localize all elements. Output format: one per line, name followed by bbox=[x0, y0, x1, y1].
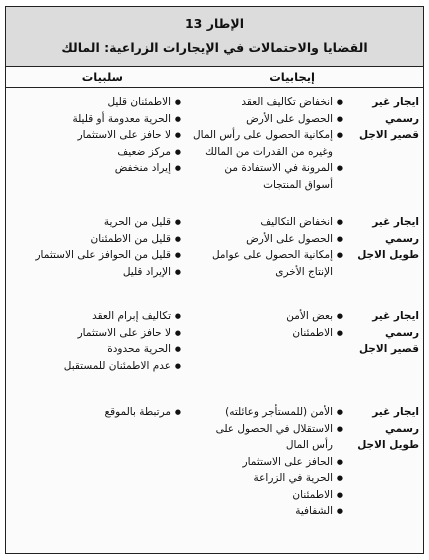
frame-header bbox=[6, 7, 423, 67]
section-category: ايجار غير رسمي قصير الاجل bbox=[358, 310, 419, 355]
negative-item: ● مركز ضعيف bbox=[11, 144, 181, 161]
positive-item: ● الشفافية bbox=[193, 503, 343, 520]
negative-item: ● الحرية معدومة أو قليلة bbox=[11, 111, 181, 128]
frame-box bbox=[5, 6, 424, 554]
negative-item: ● قليل من الحرية bbox=[11, 214, 181, 231]
positives-header: إيجابيات bbox=[269, 70, 315, 84]
negative-item: ● إيراد منخفض bbox=[11, 160, 181, 177]
positives-list bbox=[193, 308, 343, 341]
positive-item: ● الحافز على الاستثمار bbox=[193, 454, 343, 471]
positive-item: ● الأمن (للمستأجر وعائلته) bbox=[193, 404, 343, 421]
positives-list bbox=[193, 404, 343, 520]
positives-list bbox=[193, 214, 343, 280]
negatives-list bbox=[11, 404, 181, 421]
negative-item: ● مرتبطة بالموقع bbox=[11, 404, 181, 421]
positive-item: ● الاطمئنان bbox=[193, 487, 343, 504]
positives-list bbox=[193, 94, 343, 193]
negative-item: ● تكاليف إبرام العقد bbox=[11, 308, 181, 325]
negatives-list bbox=[11, 214, 181, 280]
negative-item: ● الحرية محدودة bbox=[11, 341, 181, 358]
negatives-list bbox=[11, 94, 181, 177]
negative-item: ● لا حافز على الاستثمار bbox=[11, 325, 181, 342]
negatives-header: سلبيات bbox=[81, 70, 123, 84]
negative-item: ● الاطمئنان قليل bbox=[11, 94, 181, 111]
positive-item: ● الاستقلال في الحصول على رأس المال bbox=[193, 421, 343, 454]
negative-item: ● لا حافز على الاستثمار bbox=[11, 127, 181, 144]
positive-item: ● إمكانية الحصول على رأس المال وغيره من القدرات من المالك bbox=[193, 127, 343, 160]
negatives-list bbox=[11, 308, 181, 374]
positive-item: ● الحرية في الزراعة bbox=[193, 470, 343, 487]
table-body bbox=[6, 88, 423, 548]
positive-item: ● الاطمئنان bbox=[193, 325, 343, 342]
negative-item: ● قليل من الاطمئنان bbox=[11, 231, 181, 248]
section-category: ايجار غير رسمي قصير الاجل bbox=[358, 96, 419, 141]
section-category: ايجار غير رسمي طويل الاجل bbox=[357, 406, 419, 451]
positive-item: ● الحصول على الأرض bbox=[193, 111, 343, 128]
negative-item: ● قليل من الحوافز على الاستثمار bbox=[11, 247, 181, 264]
positive-item: ● انخفاض تكاليف العقد bbox=[193, 94, 343, 111]
frame-title: القضايا والاحتمالات في الإيجارات الزراعية: المالك bbox=[61, 40, 368, 55]
positive-item: ● انخفاض التكاليف bbox=[193, 214, 343, 231]
negative-item: ● عدم الاطمئنان للمستقبل bbox=[11, 358, 181, 375]
positive-item: ● إمكانية الحصول على عوامل الإنتاج الأخرى bbox=[193, 247, 343, 280]
positive-item: ● المرونة في الاستفادة من أسواق المنتجات bbox=[193, 160, 343, 193]
positive-item: ● بعض الأمن bbox=[193, 308, 343, 325]
frame-label: الإطار 13 bbox=[184, 16, 244, 31]
column-headers bbox=[6, 67, 423, 88]
negative-item: ● الإيراد قليل bbox=[11, 264, 181, 281]
positive-item: ● الحصول على الأرض bbox=[193, 231, 343, 248]
section-category: ايجار غير رسمي طويل الاجل bbox=[357, 216, 419, 261]
